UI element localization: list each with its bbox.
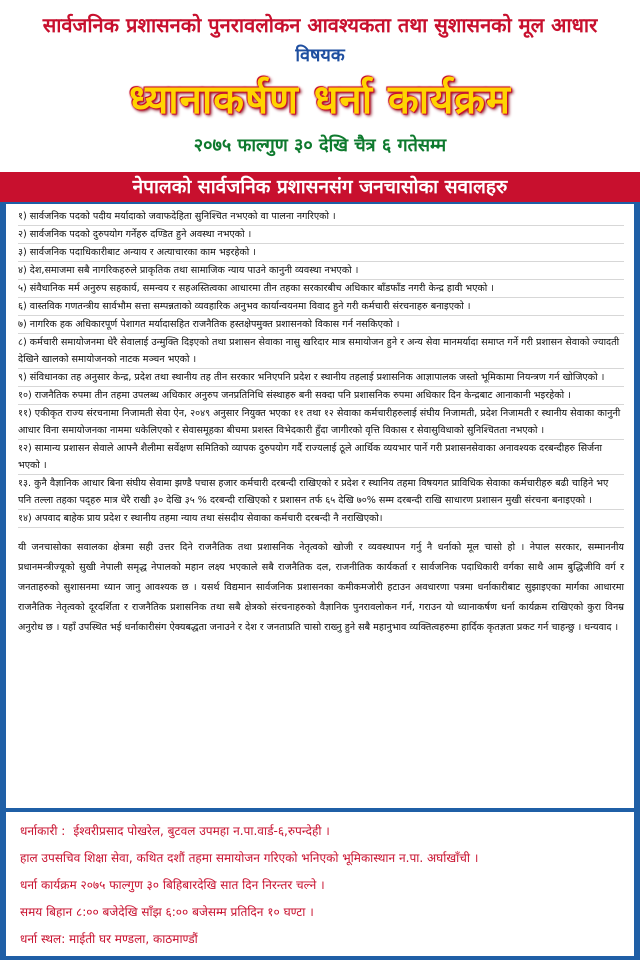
- list-item: २) सार्वजनिक पदको दुरुपयोग गर्नेहरु दण्डित हुने अवस्था नभएको ।: [18, 226, 624, 244]
- footer-line-time: समय बिहान ८:०० बजेदेखि साँझ ६:०० बजेसम्म प्रतिदिन १० घण्टा ।: [20, 905, 314, 919]
- list-item: १०) राजनैतिक रुपमा तीन तहमा उपलब्ध अधिकार अनुरुप जनप्रतिनिधि संस्थाहरु बनी सक्दा पनि प्रशासनिक रुपमा अधिकार दिन केन्द्रबाट आनाकानी भइरहेको ।: [18, 387, 624, 405]
- issues-list: [18, 208, 624, 528]
- content-panel: [6, 204, 634, 808]
- participant-label: धर्नाकारी :: [20, 824, 66, 838]
- list-item: १४) अपवाद बाहेक प्राय प्रदेश र स्थानीय तहमा न्याय तथा संसदीय सेवाका कर्मचारी दरबन्दी नै नराखिएको।: [18, 510, 624, 528]
- footer-line-position: हाल उपसचिव शिक्षा सेवा, कथित दशौं तहमा समायोजन गरिएको भनिएको भूमिकास्थान न.पा. अर्घाखाँची ।: [20, 851, 479, 865]
- list-item: ९) संविधानका तह अनुसार केन्द्र, प्रदेश तथा स्थानीय तह तीन सरकार भनिएपनि प्रदेश र स्थानीय तहलाई प्रशासनिक आज्ञापालक जस्तो भूमिकामा नियन्त्रण गर्न खोजिएको ।: [18, 369, 624, 387]
- footer-line-program: धर्ना कार्यक्रम २०७५ फाल्गुण ३० बिहिबारदेखि सात दिन निरन्तर चल्ने ।: [20, 878, 325, 892]
- list-item: ४) देश,समाजमा सबै नागरिकहरुले प्राकृतिक तथा सामाजिक न्याय पाउने कानुनी व्यवस्था नभएको ।: [18, 262, 624, 280]
- list-item: ८) कर्मचारी समायोजनमा धेरै सेवालाई उन्मुक्ति दिइएको तथा प्रशासन सेवाका नासु खरिदार मात्र समायोजन हुने र अन्य सेवा मानमर्यादा समाप्त गर्ने गरी प्रशासन सेवाको ज्यादती देखिने खालको समायोजनको नाटक मञ्चन भएको ।: [18, 334, 624, 369]
- footer-line-participant: [20, 818, 620, 845]
- list-item: १२) सामान्य प्रशासन सेवाले आफ्नै शैलीमा सर्वेक्षण समितिको व्यापक दुरुपयोग गर्दै राज्यलाई ठूले आर्थिक व्ययभार पार्ने गरी प्रशासनसेवाका अनावश्यक दरबन्दीहरु सिर्जना भएको ।: [18, 440, 624, 475]
- list-item: ५) संवैधानिक मर्म अनुरुप सहकार्य, समन्वय र सहअस्तित्वका आधारमा तीन तहका सरकारबीच अधिकार बाँडफाँड नगरी केन्द्र हावी भएको ।: [18, 280, 624, 298]
- list-item: ११) एकीकृत राज्य संरचनामा निजामती सेवा ऐन, २०४९ अनुसार नियुक्त भएका ११ तथा १२ सेवाका कर्मचारीहरुलाई संघीय निजामती, प्रदेश निजामती र स्थानीय सेवाका कानुनी आधार विना समायोजनका नाममा धकेलिएको र सेवासमूहका बीचमा प्रशस्त विभेदकारी हुँदा जागीरको वृत्ति विकास र सेवासुविधाको सुनिश्चितता नभएको ।: [18, 405, 624, 440]
- footer-line-venue: धर्ना स्थल: माईती घर मण्डला, काठमाण्डौं: [20, 932, 198, 946]
- list-item: ७) नागरिक हक अधिकारपूर्ण पेशागत मर्यादासहित राजनैतिक हस्तक्षेपमुक्त प्रशासनको विकास गर्न नसकिएको ।: [18, 316, 624, 334]
- main-title: ध्यानाकर्षण धर्ना कार्यक्रम: [129, 77, 511, 123]
- top-heading: सार्वजनिक प्रशासनको पुनरावलोकन आवश्यकता तथा सुशासनको मूल आधार: [42, 13, 598, 37]
- list-item: १) सार्वजनिक पदको पदीय मर्यादाको जवाफदेहिता सुनिश्चित नभएको वा पालना नगरिएको ।: [18, 208, 624, 226]
- list-item: १३. कुनै वैज्ञानिक आधार बिना संघीय सेवामा झण्डै पचास हजार कर्मचारी दरबन्दी राखिएको र प्रदेश र स्थानिय तहमा विषयगत प्राविधिक सेवाका कर्मचारीहरु बढी चाहिने भए पनि तल्ला तहका पद्हरु मात्र धेरै राखी ३० देखि ३५ % दरबन्दी राखिएको र प्रशासन तर्फ ६५ देखि ७०% सम्म दरबन्दी राखि साधारण प्रशासन मुखी संरचना बनाइएको ।: [18, 475, 624, 510]
- list-item: ६) वास्तविक गणतन्त्रीय सार्वभौम सत्ता सम्पन्नताको व्यवहारिक अनुभव कार्यान्वयनमा विवाद हुने गरी कर्मचारी संरचनाहरु बनाइएको ।: [18, 298, 624, 316]
- subject-label: विषयक: [295, 45, 345, 66]
- section-title: नेपालको सार्वजनिक प्रशासनसंग जनचासोका सवालहरु: [0, 172, 640, 202]
- footer-info: [6, 812, 634, 956]
- appeal-paragraph: यी जनचासोका सवालका क्षेत्रमा सही उत्तर दिने राजनैतिक तथा प्रशासनिक नेतृत्वको खोजी र व्यवस्थापन गर्नु नै धर्नाको मूल चासो हो । नेपाल सरकार, सम्माननीय प्रधानमन्त्रीज्यूको सुखी नेपाली समृद्ध नेपालको महान लक्ष्य भएकाले सबै राजनैतिक दल, राजनीतिक कार्यकर्ता र सार्वजनिक पदाधिकारी वर्गका साथै आम बुद्धिजीवि वर्ग र जनताहरुको सुशासनमा ध्यान जानु आवश्यक छ । यसर्थ विद्यमान सार्वजनिक प्रशासनका कमीकमजोरी हटाउन अवधारणा पत्रमा धर्नाकारीबाट सुझाइएका मार्गका आधारमा राजनैतिक नेतृत्वको दूरदर्शिता र राजनैतिक प्रशासनिक तथा सबै क्षेत्रको संरचनाहरुको वैज्ञानिक पुनरावलोकन गर्न, गराउन यो ध्यानाकर्षण धर्ना कार्यक्रम राखिएको कुरा विनम्र अनुरोध छ । यहाँ उपस्थित भई धर्नाकारीसंग ऐक्यबद्धता जनाउने र देश र जनताप्रति चासो राख्नु हुने सबै महानुभाव व्यक्तित्वहरुमा हार्दिक कृतज्ञता प्रकट गर्न चाहन्छु । धन्यवाद ।: [18, 542, 624, 633]
- date-range: २०७५ फाल्गुण ३० देखि चैत्र ६ गतेसम्म: [193, 135, 447, 156]
- header-banner: [0, 0, 640, 172]
- list-item: ३) सार्वजनिक पदाधिकारीबाट अन्याय र अत्याचारका काम भइरहेको ।: [18, 244, 624, 262]
- participant-value: ईश्वरीप्रसाद पोखरेल, बुटवल उपमहा न.पा.वार्ड-६,रुपन्देही ।: [73, 824, 330, 838]
